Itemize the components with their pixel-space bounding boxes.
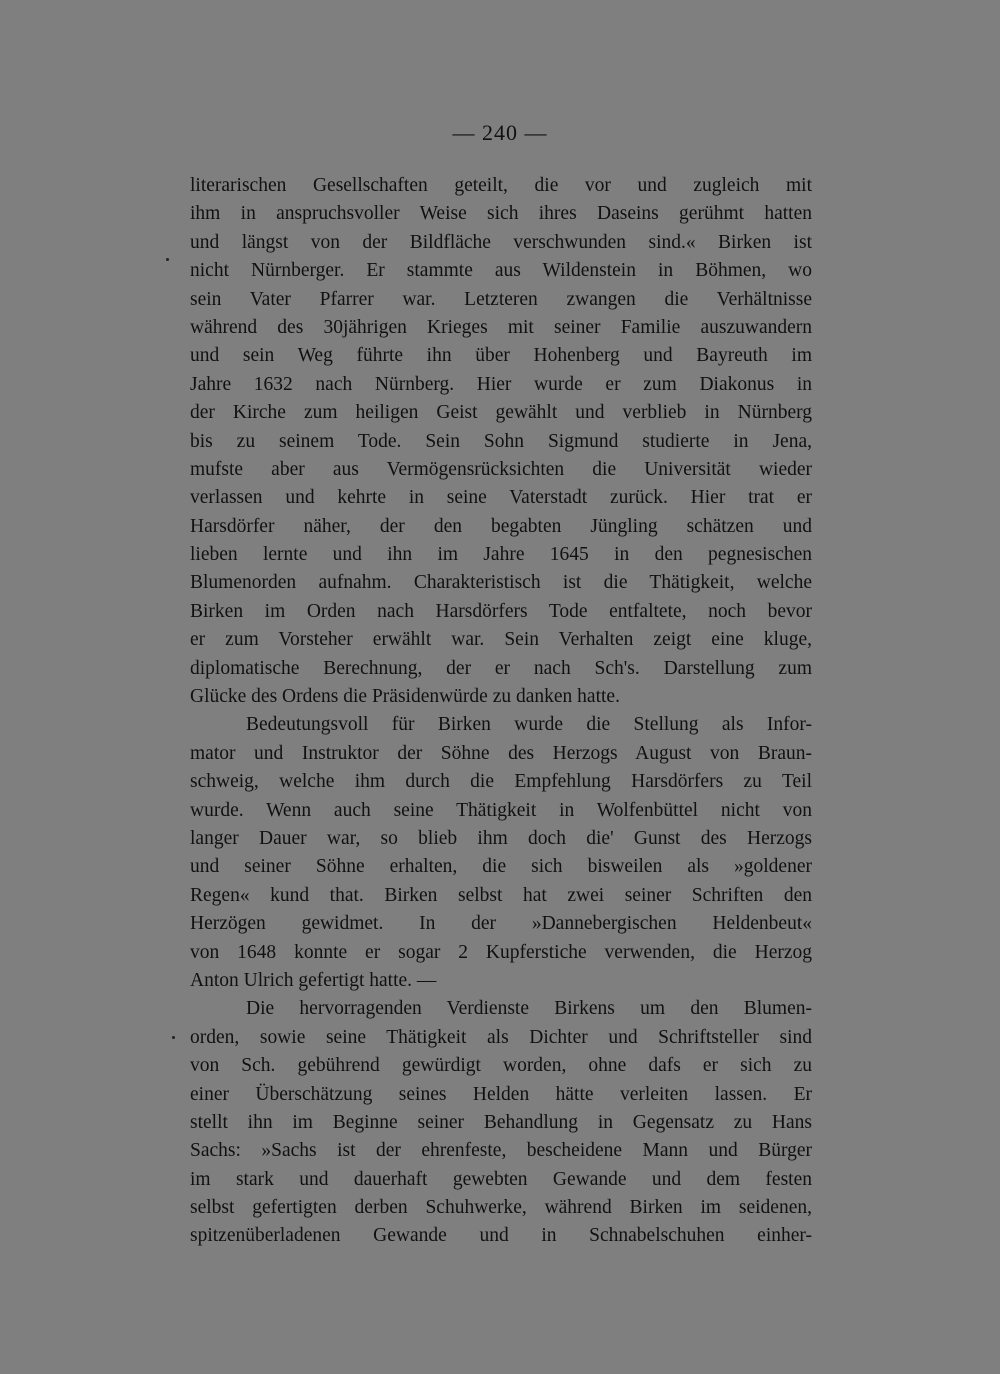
- text-line: Anton Ulrich gefertigt hatte. —: [190, 969, 437, 991]
- text-line: und sein Weg führte ihn über Hohenberg und Bayreuth im: [190, 345, 812, 367]
- text-line: während des 30jährigen Krieges mit seiner Familie auszuwandern: [190, 316, 812, 338]
- text-line: literarischen Gesellschaften geteilt, die vor und zugleich mit: [190, 175, 812, 196]
- text-line: stellt ihn im Beginne seiner Behandlung in Gegensatz zu Hans: [190, 1111, 812, 1133]
- text-line: im stark und dauerhaft gewebten Gewande und dem festen: [190, 1168, 812, 1190]
- page-body-text: [190, 172, 812, 1251]
- text-line: langer Dauer war, so blieb ihm doch die' Gunst des Herzogs: [190, 827, 812, 849]
- text-line: einer Überschätzung seines Helden hätte verleiten lassen. Er: [190, 1083, 812, 1105]
- text-line: von Sch. gebührend gewürdigt worden, ohne dafs er sich zu: [190, 1055, 812, 1077]
- text-line: der Kirche zum heiligen Geist gewählt und verblieb in Nürnberg: [190, 402, 812, 424]
- text-line: lieben lernte und ihn im Jahre 1645 in den pegnesischen: [190, 544, 812, 566]
- text-line: verlassen und kehrte in seine Vaterstadt zurück. Hier trat er: [190, 487, 812, 509]
- text-line: Sachs: »Sachs ist der ehrenfeste, bescheidene Mann und Bürger: [190, 1140, 812, 1162]
- text-line: diplomatische Berechnung, der er nach Sch's. Darstellung zum: [190, 657, 812, 679]
- text-line: und längst von der Bildfläche verschwunden sind.« Birken ist: [190, 231, 812, 253]
- text-line: selbst gefertigten derben Schuhwerke, während Birken im seidenen,: [190, 1197, 812, 1219]
- text-line: schweig, welche ihm durch die Empfehlung Harsdörfers zu Teil: [190, 771, 812, 793]
- text-line: ihm in anspruchsvoller Weise sich ihres Daseins gerühmt hatten: [190, 203, 812, 225]
- text-line: von 1648 konnte er sogar 2 Kupferstiche verwenden, die Herzog: [190, 941, 812, 963]
- text-line: mufste aber aus Vermögensrücksichten die Universität wieder: [190, 458, 812, 480]
- text-line: Harsdörfer näher, der den begabten Jüngling schätzen und: [190, 515, 812, 537]
- text-line: und seiner Söhne erhalten, die sich bisweilen als »goldener: [190, 856, 812, 878]
- text-line: orden, sowie seine Thätigkeit als Dichter und Schriftsteller sind: [190, 1026, 812, 1048]
- text-line: Glücke des Ordens die Präsidenwürde zu danken hatte.: [190, 686, 620, 708]
- page-number: — 240 —: [452, 120, 548, 145]
- text-line: er zum Vorsteher erwählt war. Sein Verhalten zeigt eine kluge,: [190, 629, 812, 651]
- margin-speck: [166, 258, 169, 261]
- text-line: Jahre 1632 nach Nürnberg. Hier wurde er zum Diakonus in: [190, 373, 812, 395]
- text-line: nicht Nürnberger. Er stammte aus Wildenstein in Böhmen, wo: [190, 260, 812, 282]
- text-line: mator und Instruktor der Söhne des Herzogs August von Braun-: [190, 742, 812, 764]
- text-line: wurde. Wenn auch seine Thätigkeit in Wolfenbüttel nicht von: [190, 799, 812, 821]
- text-line: Die hervorragenden Verdienste Birkens um den Blumen-: [246, 998, 812, 1020]
- text-line: Bedeutungsvoll für Birken wurde die Stellung als Infor-: [246, 714, 812, 736]
- text-line: Regen« kund that. Birken selbst hat zwei seiner Schriften den: [190, 884, 812, 906]
- text-line: Blumenorden aufnahm. Charakteristisch ist die Thätigkeit, welche: [190, 572, 812, 594]
- text-line: Birken im Orden nach Harsdörfers Tode entfaltete, noch bevor: [190, 600, 812, 622]
- text-line: sein Vater Pfarrer war. Letzteren zwangen die Verhältnisse: [190, 288, 812, 310]
- text-line: Herzögen gewidmet. In der »Dannebergischen Heldenbeut«: [190, 913, 812, 935]
- text-line: spitzenüberladenen Gewande und in Schnabelschuhen einher-: [190, 1225, 812, 1247]
- margin-speck: [172, 1036, 175, 1039]
- text-line: bis zu seinem Tode. Sein Sohn Sigmund studierte in Jena,: [190, 430, 812, 452]
